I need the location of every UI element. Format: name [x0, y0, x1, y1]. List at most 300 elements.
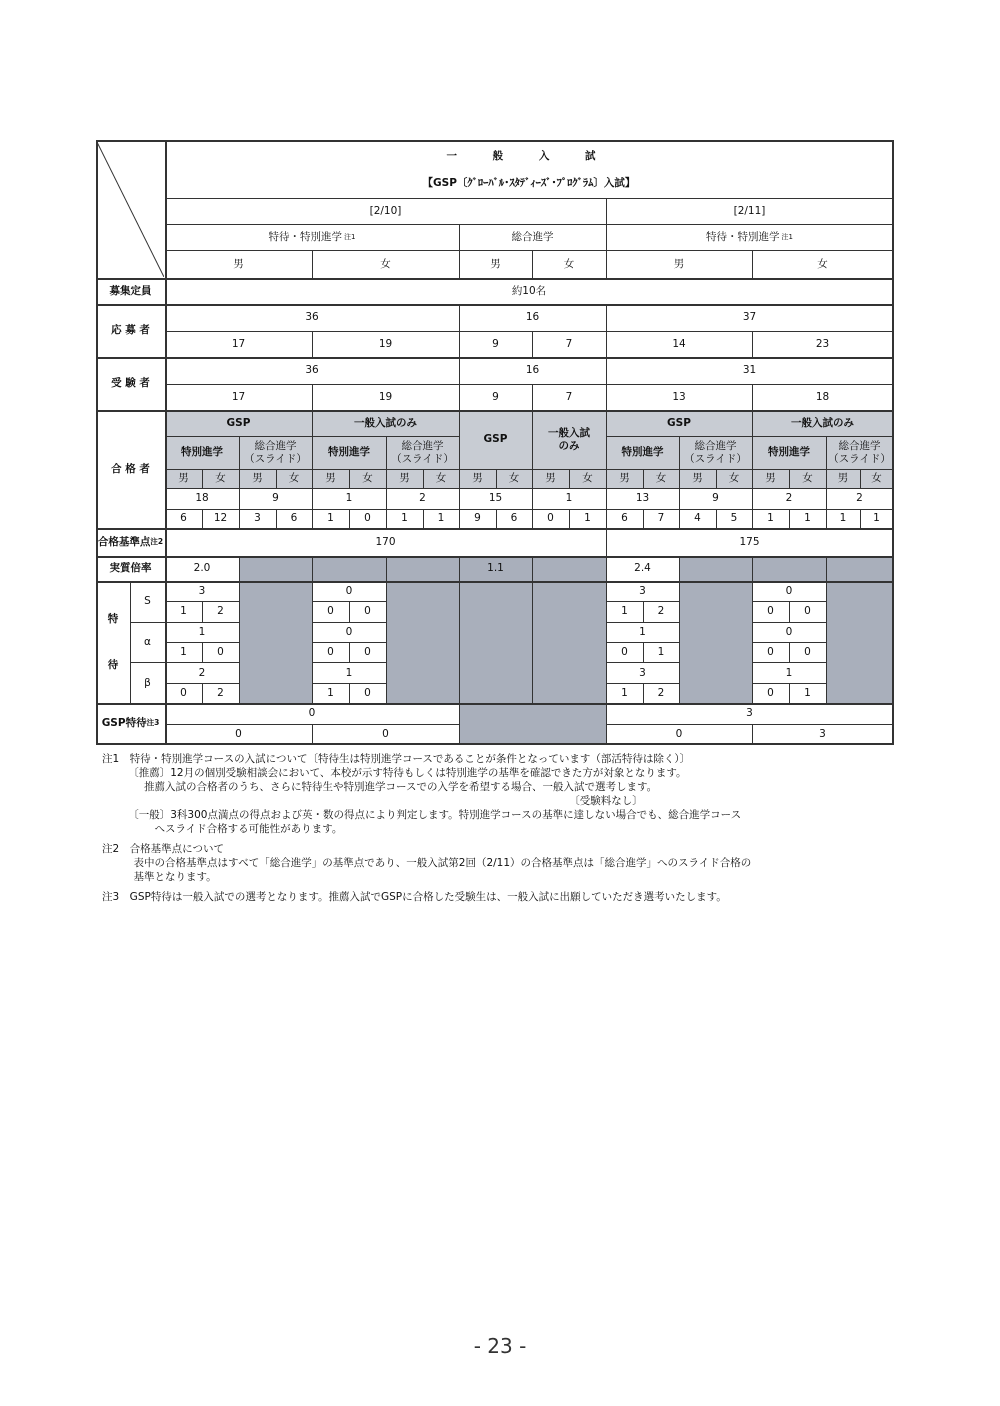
pass-gender-5: 女	[362, 472, 373, 485]
tokutai-d-0-total: 0	[785, 585, 793, 598]
tokutai-empty-2	[386, 581, 606, 703]
examinees-split-1: 19	[378, 390, 393, 403]
pass-split-1: 12	[213, 512, 228, 525]
header-corner-diagonal	[96, 140, 164, 277]
grid-line	[202, 683, 203, 703]
grid-line	[165, 662, 239, 663]
pass-gender-13: 女	[655, 472, 667, 485]
course-sogo: 総合進学	[511, 230, 554, 243]
label-ratio: 実質倍率	[109, 562, 152, 575]
note-line: 注3 GSP特待は一般入試での選考となります。推薦入試でGSPに合格した受験生は、一般入試に出願していただき選考いたします。	[102, 891, 727, 903]
applicants-split-3: 7	[565, 337, 573, 350]
tokutai-d-0-m: 0	[767, 605, 774, 618]
pass-ippan-sogo: 一般入試 のみ	[548, 427, 590, 452]
tokutai-b-0-f: 0	[364, 605, 371, 618]
grid-line	[606, 384, 607, 410]
grid-line	[312, 509, 313, 528]
examinees-split-4: 13	[672, 390, 686, 403]
pass-sogo-slide-1: 総合進学 （スライド）	[391, 440, 454, 465]
grid-line	[606, 357, 607, 384]
pass-split-8: 9	[474, 512, 481, 525]
grid-line	[679, 509, 680, 528]
pass-gender-4: 男	[325, 472, 336, 485]
pass-split-13: 7	[657, 512, 665, 525]
grid-line	[96, 703, 893, 705]
grid-line	[496, 509, 497, 528]
pass-total-9: 2	[856, 492, 863, 505]
pass-gender-16: 男	[765, 472, 776, 485]
pass-gender-6: 男	[399, 472, 410, 485]
gsp-tokutai-total-2: 3	[746, 707, 753, 720]
pass-gender-18: 男	[837, 472, 849, 485]
grid-line	[423, 469, 424, 488]
note-line: へスライド合格する可能性があります。	[102, 823, 343, 835]
grid-line	[789, 683, 790, 703]
pass-gender-15: 女	[728, 472, 740, 485]
footnotes	[102, 752, 922, 904]
tokutai-b-1-m: 0	[327, 646, 334, 659]
grid-line	[165, 622, 239, 623]
grid-line	[606, 436, 893, 437]
grid-line	[752, 724, 753, 744]
tokutai-d-1-total: 0	[785, 625, 793, 638]
label-tokutai-a: 特	[107, 612, 119, 625]
grid-line	[96, 556, 893, 558]
pass-gsp-2: GSP	[667, 416, 691, 429]
grid-line	[826, 469, 827, 488]
note-line: 〔推薦〕12月の個別受験相談会において、本校が示す特待もしくは特別進学の基準を確認できた方が対象となります。	[102, 767, 687, 779]
pass-total-7: 9	[712, 492, 719, 505]
grid-line	[386, 509, 387, 528]
tokutai-empty-1	[239, 581, 312, 703]
grid-line	[789, 469, 790, 488]
pass-gender-9: 女	[508, 472, 520, 485]
grid-line	[165, 140, 167, 745]
grid-line	[892, 140, 894, 745]
grid-line	[96, 140, 98, 745]
tokutai-c-2-m: 1	[621, 686, 628, 699]
applicants-total-0: 36	[305, 311, 319, 324]
note-line: 推薦入試の合格者のうち、さらに特待生や特別進学コースでの入学を希望する場合、一般入試で選考します。	[102, 781, 658, 793]
pass-gsp-sogo: GSP	[483, 433, 508, 446]
course-tokutai-1	[165, 224, 459, 250]
pass-gender-10: 男	[545, 472, 556, 485]
pass-gender-17: 女	[802, 472, 813, 485]
gender-header-3: 女	[563, 257, 575, 270]
applicants-total-1: 16	[525, 311, 540, 324]
course-tokutai-2	[606, 224, 893, 250]
pass-total-1: 9	[272, 492, 279, 505]
grid-line	[459, 703, 460, 744]
grid-line	[312, 250, 313, 278]
pass-split-15: 5	[730, 512, 738, 525]
label-applicants: 応 募 者	[111, 324, 150, 337]
course-tokutai-label: 特待・特別進学	[268, 230, 343, 243]
grid-line	[752, 250, 753, 278]
gender-header-2: 男	[490, 257, 501, 270]
label-cutoff	[96, 528, 165, 556]
grade-0: S	[144, 595, 151, 608]
pass-split-0: 6	[180, 512, 187, 525]
grid-line	[893, 509, 894, 528]
grid-line	[752, 622, 826, 623]
grid-line	[752, 469, 753, 488]
pass-split-19: 1	[873, 512, 880, 525]
grid-line	[459, 556, 460, 703]
grid-line	[312, 331, 313, 357]
grid-line	[716, 469, 717, 488]
grid-line	[165, 198, 893, 199]
grid-line	[276, 509, 277, 528]
pass-split-10: 0	[547, 512, 554, 525]
label-gsp-text: GSP特待	[101, 717, 147, 730]
grid-line	[643, 601, 644, 621]
tokutai-b-0-m: 0	[327, 605, 334, 618]
grid-line	[643, 469, 644, 488]
grid-line	[679, 556, 680, 703]
grid-line	[860, 469, 861, 488]
tokutai-b-2-f: 0	[364, 686, 371, 699]
admission-results-table	[96, 140, 893, 744]
grid-line	[96, 140, 893, 142]
grid-line	[202, 642, 203, 662]
grid-line	[496, 469, 497, 488]
grid-line	[349, 469, 350, 488]
applicants-split-1: 19	[378, 337, 393, 350]
pass-split-17: 1	[804, 512, 811, 525]
grid-line	[826, 556, 827, 703]
tokutai-a-0-total: 3	[198, 585, 206, 598]
grid-line	[606, 662, 679, 663]
grid-line	[202, 509, 203, 528]
grid-line	[312, 724, 313, 744]
label-tokutai-b: 待	[107, 658, 119, 671]
grid-line	[386, 556, 387, 703]
gender-header-0: 男	[233, 257, 244, 270]
pass-total-0: 18	[195, 492, 209, 505]
grid-line	[96, 357, 893, 359]
ratio-empty-3	[679, 556, 893, 581]
pass-ippan-2: 一般入試のみ	[791, 416, 854, 429]
pass-total-6: 13	[635, 492, 650, 505]
grid-line	[386, 469, 387, 488]
gsp-tokutai-split-2: 0	[675, 727, 683, 740]
applicants-total-2: 37	[742, 311, 757, 324]
pass-tokubetsu-1: 特別進学	[328, 446, 370, 459]
grid-line	[459, 509, 460, 528]
grade-1: α	[144, 636, 151, 648]
ratio-sogo: 1.1	[487, 562, 504, 575]
pass-sogo-slide-3: 総合進学 （スライド）	[828, 440, 891, 465]
pass-gsp-1: GSP	[226, 416, 251, 429]
label-gsp-note: 注3	[146, 718, 160, 728]
grid-line	[349, 642, 350, 662]
grid-line	[606, 469, 607, 488]
pass-split-12: 6	[621, 512, 628, 525]
label-capacity: 募集定員	[109, 284, 152, 297]
course-tokutai-label: 特待・特別進学	[706, 230, 780, 243]
ratio-2-11-gsp: 2.4	[634, 562, 651, 575]
examinees-total-0: 36	[305, 364, 319, 377]
grid-line	[532, 509, 533, 528]
tokutai-d-2-m: 0	[767, 686, 774, 699]
pass-split-7: 1	[437, 512, 445, 525]
pass-tokubetsu-0: 特別進学	[181, 446, 223, 459]
label-cutoff-text: 合格基準点	[97, 535, 151, 548]
pass-total-2: 1	[345, 492, 353, 505]
grid-line	[165, 469, 893, 470]
pass-gender-3: 女	[288, 472, 300, 485]
grid-line	[606, 622, 679, 623]
grid-line	[752, 556, 753, 703]
grid-line	[716, 509, 717, 528]
tokutai-empty-4	[826, 581, 893, 703]
tokutai-c-0-total: 3	[639, 585, 646, 598]
applicants-split-5: 23	[815, 337, 830, 350]
note-line: 基準となります。	[102, 871, 217, 883]
applicants-split-2: 9	[492, 337, 499, 350]
grid-line	[459, 357, 460, 384]
grid-line	[752, 331, 753, 357]
pass-sogo-slide-2: 総合進学 （スライド）	[684, 440, 747, 465]
gender-header-1: 女	[380, 257, 391, 270]
tokutai-a-0-f: 2	[217, 605, 224, 618]
grid-line	[459, 224, 460, 250]
tokutai-d-2-total: 1	[785, 666, 793, 679]
label-examinees: 受 験 者	[111, 377, 150, 390]
pass-gender-19: 女	[871, 472, 882, 485]
table-title: 一 般 入 試	[446, 150, 612, 163]
grid-line	[459, 304, 460, 331]
grid-line	[532, 384, 533, 410]
grid-line	[239, 509, 240, 528]
pass-gender-2: 男	[252, 472, 263, 485]
pass-split-11: 1	[584, 512, 591, 525]
grid-line	[349, 683, 350, 703]
grid-line	[165, 250, 893, 251]
examinees-split-0: 17	[231, 390, 246, 403]
grid-line	[789, 642, 790, 662]
note-line: 注2 合格基準点について	[102, 843, 224, 855]
grid-line	[606, 703, 607, 744]
grid-line	[165, 331, 893, 332]
grid-line	[643, 642, 644, 662]
tokutai-b-1-f: 0	[364, 646, 371, 659]
grade-2: β	[144, 676, 151, 689]
pass-ippan-1: 一般入試のみ	[354, 416, 417, 429]
pass-total-8: 2	[785, 492, 793, 505]
grid-line	[165, 509, 893, 510]
date-2-11: [2/11]	[733, 204, 766, 217]
pass-split-9: 6	[510, 512, 518, 525]
grid-line	[239, 556, 240, 703]
grid-line	[130, 622, 165, 623]
tokutai-c-0-m: 1	[621, 605, 628, 618]
grid-line	[752, 509, 753, 528]
grid-line	[165, 224, 893, 225]
grid-line	[752, 384, 753, 410]
grid-line	[202, 601, 203, 621]
examinees-split-3: 7	[565, 390, 573, 403]
tokutai-c-0-f: 2	[657, 605, 665, 618]
tokutai-d-1-f: 0	[804, 646, 811, 659]
gsp-tokutai-split-0: 0	[235, 727, 242, 740]
cutoff-2-11: 175	[739, 535, 760, 548]
course-note-1: 注1	[344, 232, 356, 241]
grid-line	[312, 384, 313, 410]
pass-split-6: 1	[401, 512, 408, 525]
pass-split-2: 3	[254, 512, 261, 525]
grid-line	[532, 469, 533, 488]
grid-line	[459, 469, 460, 488]
note-line: 表中の合格基準点はすべて「総合進学」の基準点であり、一般入試第2回（2/11）の合格基準点は「総合進学」へのスライド合格の	[102, 857, 752, 869]
note-line: 〔一般〕3科300点満点の得点および英・数の得点により判定します。特別進学コースの基準に達しない場合でも、総合進学コース	[102, 809, 742, 821]
pass-gender-0: 男	[178, 472, 189, 485]
tokutai-c-1-m: 0	[621, 646, 628, 659]
pass-gender-1: 女	[215, 472, 226, 485]
grid-line	[606, 224, 607, 250]
tokutai-empty-3	[679, 581, 752, 703]
grid-line	[130, 662, 165, 663]
capacity-value: 約10名	[511, 284, 547, 297]
grid-line	[826, 509, 827, 528]
examinees-split-2: 9	[492, 390, 499, 403]
tokutai-b-1-total: 0	[345, 625, 353, 638]
pass-split-16: 1	[767, 512, 774, 525]
grid-line	[569, 509, 570, 528]
grid-line	[606, 724, 893, 725]
pass-split-14: 4	[694, 512, 701, 525]
grid-line	[165, 488, 893, 489]
pass-split-3: 6	[290, 512, 298, 525]
grid-line	[423, 509, 424, 528]
grid-line	[96, 304, 893, 306]
gsp-tokutai-split-3: 3	[819, 727, 826, 740]
gender-header-4: 男	[673, 257, 685, 270]
grid-line	[532, 331, 533, 357]
grid-line	[606, 509, 607, 528]
gender-header-5: 女	[817, 257, 828, 270]
tokutai-a-2-m: 0	[180, 686, 187, 699]
grid-line	[96, 410, 893, 412]
gsp-empty	[459, 703, 606, 744]
grid-line	[752, 662, 826, 663]
grid-line	[606, 556, 607, 703]
gsp-tokutai-total-1: 0	[308, 707, 316, 720]
grid-line	[679, 469, 680, 488]
gsp-tokutai-split-1: 0	[382, 727, 389, 740]
tokutai-a-0-m: 1	[180, 605, 187, 618]
pass-total-5: 1	[565, 492, 573, 505]
grid-line	[893, 469, 894, 488]
grid-line	[606, 250, 607, 278]
grid-line	[860, 509, 861, 528]
cutoff-2-10: 170	[375, 535, 396, 548]
grid-line	[96, 528, 893, 530]
pass-gender-12: 男	[619, 472, 630, 485]
tokutai-a-2-total: 2	[198, 666, 206, 679]
grid-line	[569, 469, 570, 488]
grid-line	[96, 581, 893, 583]
grid-line	[789, 601, 790, 621]
examinees-split-5: 18	[815, 390, 830, 403]
grid-line	[276, 469, 277, 488]
grid-line	[459, 331, 460, 357]
grid-line	[239, 469, 240, 488]
tokutai-d-2-f: 1	[804, 686, 811, 699]
tokutai-a-1-m: 1	[180, 646, 187, 659]
tokutai-c-2-total: 3	[639, 666, 646, 679]
pass-gender-14: 男	[692, 472, 703, 485]
pass-total-4: 15	[488, 492, 503, 505]
grid-line	[165, 384, 893, 385]
grid-line	[643, 509, 644, 528]
tokutai-b-2-m: 1	[327, 686, 334, 699]
date-2-10: [2/10]	[369, 204, 402, 217]
tokutai-b-0-total: 0	[345, 585, 353, 598]
page-number: - 23 -	[473, 1334, 527, 1358]
pass-total-3: 2	[419, 492, 426, 505]
grid-line	[459, 250, 460, 278]
pass-gender-8: 男	[472, 472, 483, 485]
applicants-split-0: 17	[231, 337, 246, 350]
grid-line	[532, 250, 533, 278]
grid-line	[96, 278, 893, 280]
tokutai-b-2-total: 1	[345, 666, 353, 679]
grid-line	[606, 528, 607, 556]
table-subtitle: 【GSP〔ｸﾞﾛｰﾊﾞﾙ･ｽﾀﾃﾞｨｰｽﾞ･ﾌﾟﾛｸﾞﾗﾑ〕入試】	[422, 177, 636, 190]
grid-line	[130, 581, 131, 703]
label-cutoff-note: 注2	[150, 536, 164, 546]
course-note-1: 注1	[781, 232, 793, 241]
tokutai-d-1-m: 0	[767, 646, 774, 659]
grid-line	[606, 331, 607, 357]
grid-line	[312, 469, 313, 488]
grid-line	[349, 509, 350, 528]
tokutai-c-1-total: 1	[639, 625, 646, 638]
pass-split-4: 1	[327, 512, 334, 525]
grid-line	[312, 662, 386, 663]
tokutai-d-0-f: 0	[804, 605, 811, 618]
pass-split-18: 1	[839, 512, 847, 525]
pass-gender-7: 女	[435, 472, 447, 485]
tokutai-c-2-f: 2	[657, 686, 665, 699]
tokutai-a-2-f: 2	[217, 686, 224, 699]
note-line: 〔受験料なし〕	[102, 795, 643, 807]
grid-line	[312, 622, 386, 623]
grid-line	[606, 198, 607, 224]
grid-line	[643, 683, 644, 703]
pass-split-5: 0	[364, 512, 371, 525]
grid-line	[96, 743, 893, 745]
tokutai-a-1-total: 1	[198, 625, 206, 638]
pass-tokubetsu-3: 特別進学	[768, 446, 810, 459]
ratio-2-10-gsp: 2.0	[193, 562, 211, 575]
pass-tokubetsu-2: 特別進学	[621, 446, 664, 459]
grid-line	[789, 509, 790, 528]
tokutai-a-1-f: 0	[217, 646, 224, 659]
note-line: 注1 特待・特別進学コースの入試について〔特待生は特別進学コースであることが条件となっています（部活特待は除く）〕	[102, 753, 691, 765]
grid-line	[349, 601, 350, 621]
label-passers: 合 格 者	[111, 462, 150, 475]
grid-line	[312, 556, 313, 703]
applicants-split-4: 14	[672, 337, 686, 350]
label-gsp-tokutai	[96, 703, 165, 744]
grid-line	[202, 469, 203, 488]
grid-line	[532, 556, 533, 703]
pass-gender-11: 女	[582, 472, 593, 485]
grid-line	[606, 304, 607, 331]
